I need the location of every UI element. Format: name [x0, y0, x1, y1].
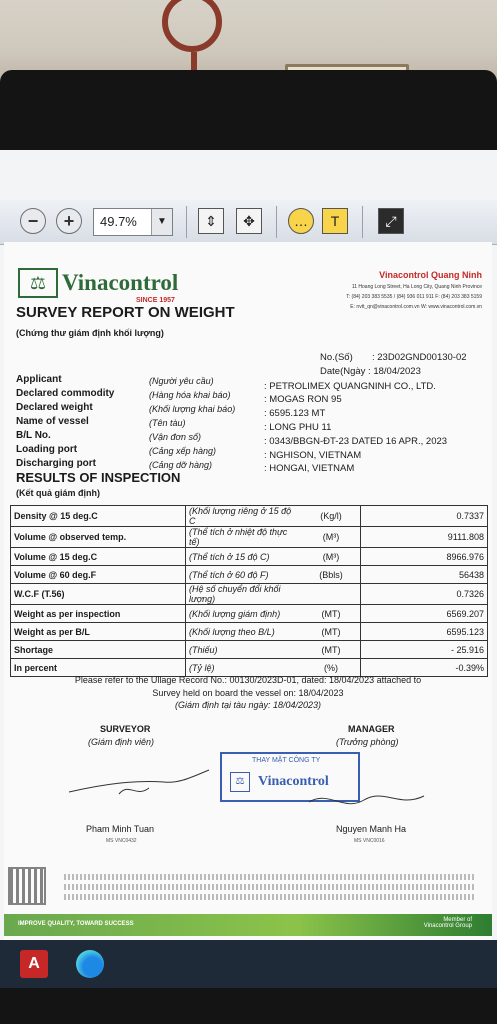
zoom-in-icon[interactable]: +	[56, 208, 82, 234]
survey-date-note: Survey held on board the vessel on: 18/04/2023	[152, 688, 344, 698]
fit-page-icon[interactable]: ⇕	[198, 208, 224, 234]
office-address: 11 Hoang Long Street, Ha Long City, Quang Ninh Province	[351, 284, 482, 290]
field-value: : 0343/BBGN-ĐT-23 DATED 16 APR., 2023	[264, 436, 448, 447]
table-row	[11, 566, 488, 584]
table-row	[11, 659, 488, 677]
field-label-vi: (Vận đơn số)	[149, 432, 201, 442]
row-name: Weight as per inspection	[11, 605, 186, 623]
field-label-vi: (Khối lượng khai báo)	[149, 404, 236, 414]
qr-code-icon	[8, 867, 46, 905]
document-page	[4, 242, 492, 940]
zoom-value: 49.7%	[100, 214, 137, 229]
row-unit: (M³)	[302, 548, 361, 566]
taskbar	[0, 940, 497, 988]
field-label: Loading port	[16, 444, 78, 455]
field-value: : HONGAI, VIETNAM	[264, 463, 355, 474]
row-unit: (Bbls)	[302, 566, 361, 584]
row-name-vi: (Thể tích ở nhiệt độ thực tế)	[186, 527, 303, 548]
manager-signature	[304, 782, 444, 822]
comment-icon[interactable]: …	[288, 208, 314, 234]
table-row	[11, 584, 488, 605]
row-name: Volume @ 60 deg.F	[11, 566, 186, 584]
field-label: B/L No.	[16, 430, 51, 441]
field-label-vi: (Người yêu cầu)	[149, 376, 214, 386]
field-label: Declared commodity	[16, 388, 115, 399]
table-row	[11, 605, 488, 623]
manager-label: MANAGER	[348, 724, 395, 734]
field-value: : 6595.123 MT	[264, 408, 326, 419]
surveyor-name: Pham Minh Tuan	[86, 824, 155, 834]
row-name-vi: (Khối lượng giám định)	[186, 605, 303, 623]
survey-date-note-vi: (Giám định tại tàu ngày: 18/04/2023)	[174, 700, 322, 710]
field-label-vi: (Cảng dỡ hàng)	[149, 460, 212, 470]
field-label: Declared weight	[16, 402, 93, 413]
ullage-note: Please refer to the Ullage Record No.: 00130/2023D-01, dated: 18/04/2023 attached to	[74, 675, 422, 685]
row-name: Shortage	[11, 641, 186, 659]
row-name: Volume @ observed temp.	[11, 527, 186, 548]
footer-band	[4, 914, 492, 936]
manager-id: MS VNC0016	[354, 838, 385, 844]
field-label: Name of vessel	[16, 416, 89, 427]
results-subtitle: (Kết quả giám định)	[16, 488, 100, 498]
fine-print	[64, 894, 474, 900]
fine-print	[64, 884, 474, 890]
stamp-top-text: THAY MẶT CÔNG TY	[252, 757, 321, 764]
row-unit: (M³)	[302, 527, 361, 548]
row-name: Weight as per B/L	[11, 623, 186, 641]
row-unit: (%)	[302, 659, 361, 677]
row-unit	[302, 584, 361, 605]
pdf-app-icon[interactable]: A	[20, 950, 48, 978]
row-name: Density @ 15 deg.C	[11, 506, 186, 527]
footer-member	[424, 917, 472, 929]
report-no-value: : 23D02GND00130-02	[372, 352, 467, 363]
zoom-out-icon[interactable]: −	[20, 208, 46, 234]
expand-icon[interactable]: ⤢	[378, 208, 404, 234]
field-value: : MOGAS RON 95	[264, 394, 342, 405]
row-name-vi: (Khối lượng riêng ở 15 độ C	[186, 506, 303, 527]
row-unit: (MT)	[302, 641, 361, 659]
row-unit: (MT)	[302, 605, 361, 623]
zoom-level-field[interactable]	[93, 208, 173, 236]
field-label: Applicant	[16, 374, 62, 385]
table-row	[11, 641, 488, 659]
brand-since: SINCE 1957	[136, 297, 175, 304]
row-name-vi: (Thể tích ở 60 độ F)	[186, 566, 303, 584]
office-email: E: nvtt_qn@vinacontrol.com.vn W: www.vinacontrol.com.vn	[350, 304, 482, 310]
surveyor-label-vi: (Giám định viên)	[88, 737, 155, 747]
manager-label-vi: (Trưởng phòng)	[336, 737, 399, 747]
office-phone: T: (84) 203 383 5535 / (84) 936 011 911 F: (84) 203 383 5159	[346, 294, 482, 300]
fit-width-icon[interactable]: ✥	[236, 208, 262, 234]
row-name-vi: (Thiếu)	[186, 641, 303, 659]
highlight-text-icon[interactable]: T	[322, 208, 348, 234]
field-value: : LONG PHU 11	[264, 422, 332, 433]
table-row	[11, 548, 488, 566]
document-subtitle: (Chứng thư giám định khối lượng)	[16, 328, 164, 338]
row-value: - 25.916	[361, 641, 488, 659]
vinacontrol-logo-icon: ⚖	[18, 268, 58, 298]
stamp-name: Vinacontrol	[258, 774, 329, 789]
row-value: 0.7337	[361, 506, 488, 527]
row-value: 9111.808	[361, 527, 488, 548]
footer-slogan: IMPROVE QUALITY, TOWARD SUCCESS	[18, 921, 134, 927]
row-value: 56438	[361, 566, 488, 584]
toolbar-divider	[276, 206, 277, 238]
manager-name: Nguyen Manh Ha	[336, 824, 407, 834]
table-row	[11, 623, 488, 641]
brand-name: Vinacontrol	[62, 270, 179, 295]
footer-member-line: Vinacontrol Group	[423, 923, 472, 929]
row-name: In percent	[11, 659, 186, 677]
field-label-vi: (Cảng xếp hàng)	[149, 446, 217, 456]
fine-print	[64, 874, 474, 880]
office-name: Vinacontrol Quang Ninh	[379, 270, 482, 280]
row-name: Volume @ 15 deg.C	[11, 548, 186, 566]
row-name-vi: (Thể tích ở 15 độ C)	[186, 548, 303, 566]
edge-browser-icon[interactable]	[76, 950, 104, 978]
wall-decoration	[162, 0, 222, 52]
surveyor-id: MS VNC0432	[106, 838, 137, 844]
chevron-down-icon[interactable]: ▼	[151, 209, 172, 235]
footer-member-line: Member of	[443, 917, 472, 923]
surveyor-signature	[64, 762, 214, 802]
row-unit: (Kg/l)	[302, 506, 361, 527]
field-value: : PETROLIMEX QUANGNINH CO., LTD.	[264, 381, 436, 392]
toolbar-divider	[362, 206, 363, 238]
field-label-vi: (Tên tàu)	[149, 418, 186, 428]
row-value: 6569.207	[361, 605, 488, 623]
field-label: Discharging port	[16, 458, 97, 469]
row-name: W.C.F (T.56)	[11, 584, 186, 605]
surveyor-label: SURVEYOR	[100, 724, 151, 734]
row-value: 6595.123	[361, 623, 488, 641]
stamp-logo-icon: ⚖	[230, 772, 250, 792]
row-name-vi: (Hệ số chuyển đổi khối lượng)	[186, 584, 303, 605]
field-value: : NGHISON, VIETNAM	[264, 450, 362, 461]
results-title: RESULTS OF INSPECTION	[16, 470, 181, 485]
row-value: 0.7326	[361, 584, 488, 605]
row-value: 8966.976	[361, 548, 488, 566]
report-no-label: No.(Số)	[320, 352, 353, 363]
table-row	[11, 527, 488, 548]
toolbar-divider	[186, 206, 187, 238]
results-table	[10, 505, 488, 677]
row-name-vi: (Tỷ lệ)	[186, 659, 303, 677]
pdf-toolbar	[0, 200, 497, 245]
document-title: SURVEY REPORT ON WEIGHT	[16, 304, 235, 321]
row-unit: (MT)	[302, 623, 361, 641]
row-name-vi: (Khối lượng theo B/L)	[186, 623, 303, 641]
row-value: -0.39%	[361, 659, 488, 677]
report-date: Date(Ngày : 18/04/2023	[320, 366, 421, 377]
field-label-vi: (Hàng hóa khai báo)	[149, 390, 231, 400]
table-row	[11, 506, 488, 527]
